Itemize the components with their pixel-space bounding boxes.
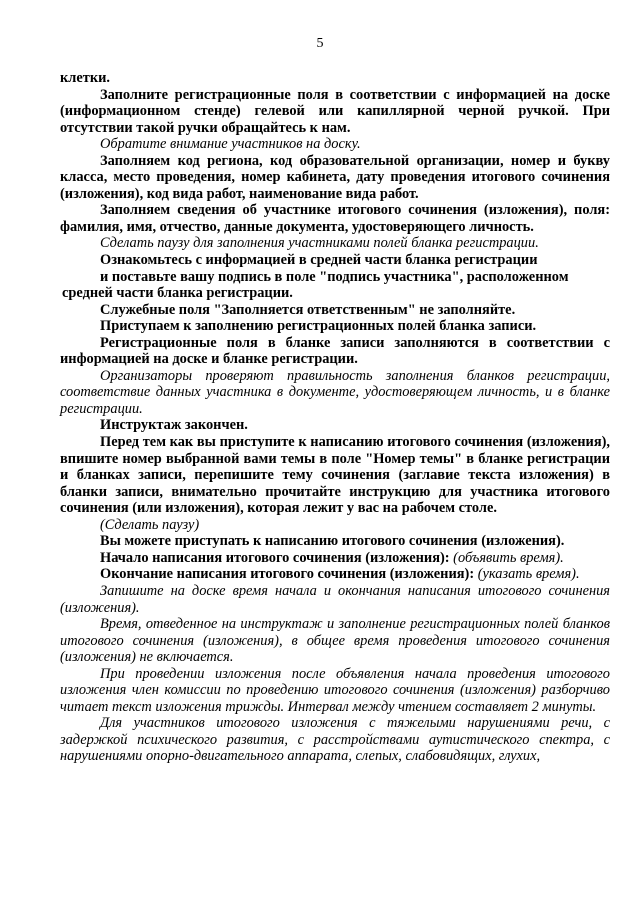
paragraph-read-info: Ознакомьтесь с информацией в средней части бланка регистрации: [100, 252, 538, 269]
note-reading-text: При проведении изложения после объявления начала проведения итогового изложения член комиссии по проведению итогового сочинения (изложения) разборчиво читает текст изложения трижды. Интервал между чтением составляет 2 минуты.: [60, 665, 610, 715]
paragraph-fill-fields: Заполните регистрационные поля в соответствии с информацией на доске (информационном стенде) гелевой или капиллярной черной ручкой. При отсутствии такой ручки обращайтесь к нам.: [60, 86, 610, 136]
paragraph-service-fields: Служебные поля "Заполняется ответственным" не заполняйте.: [100, 301, 516, 318]
paragraph-briefing-end: Инструктаж закончен.: [100, 417, 248, 434]
note-board: Обратите внимание участников на доску.: [100, 136, 361, 153]
paragraph-before-writing: Перед тем как вы приступите к написанию итогового сочинения (изложения), впишите номер выбранной вами темы в поле "Номер темы" в бланке регистрации и бланках записи, перепишите тему сочинения (заглавие текста изложения) в бланки записи, внимательно прочитайте инструкцию для участника итогового сочинения (или изложения), которая лежит у вас на рабочем столе.: [60, 434, 610, 517]
end-time-label: Окончание написания итогового сочинения (изложения):: [100, 566, 475, 583]
paragraph-participant-info: Заполняем сведения об участнике итогового сочинения (изложения), поля: фамилия, имя, отчество, данные документа, удостоверяющего личность.: [60, 202, 610, 235]
note-organizers-check: Организаторы проверяют правильность заполнения бланков регистрации, соответствие данных участника в документе, удостоверяющем личность, и в бланке регистрации.: [60, 367, 610, 417]
start-time-label: Начало написания итогового сочинения (изложения):: [100, 549, 450, 566]
note-time-excluded: Время, отведенное на инструктаж и заполнение регистрационных полей бланков итогового сочинения (изложения), в общее время проведения итогового сочинения (изложения) не включается.: [60, 616, 610, 666]
paragraph-end-time: [60, 566, 610, 583]
paragraph-record-fields: Регистрационные поля в бланке записи заполняются в соответствии с информацией на доске и бланке регистрации.: [60, 334, 610, 368]
start-time-note: (объявить время).: [453, 549, 564, 566]
paragraph-start-writing: Вы можете приступать к написанию итогового сочинения (изложения).: [100, 533, 565, 550]
paragraph-continuation: клетки.: [60, 70, 111, 86]
paragraph-region-codes: Заполняем код региона, код образовательной организации, номер и букву класса, место проведения, номер кабинета, дату проведения итогового сочинения (изложения), код вида работ, наименование вида работ.: [60, 152, 610, 202]
note-pause-registration: Сделать паузу для заполнения участниками полей бланка регистрации.: [100, 235, 539, 252]
note-special-participants: Для участников итогового изложения с тяжелыми нарушениями речи, с задержкой психического развития, с расстройствами аутистического спектра, с нарушениями опорно-двигательного аппарата, слепых, слабовидящих, глухих,: [60, 715, 610, 765]
note-write-time: Запишите на доске время начала и окончания написания итогового сочинения (изложения).: [60, 582, 610, 616]
note-pause: (Сделать паузу): [100, 516, 200, 533]
paragraph-start-time: [60, 550, 610, 567]
paragraph-signature: и поставьте вашу подпись в поле "подпись участника", расположенном: [100, 268, 569, 285]
end-time-note: (указать время).: [477, 566, 580, 583]
paragraph-record-form: Приступаем к заполнению регистрационных полей бланка записи.: [100, 318, 537, 335]
document-body: [60, 70, 610, 765]
paragraph-signature-cont: средней части бланка регистрации.: [62, 285, 293, 302]
page-number: 5: [316, 36, 324, 51]
